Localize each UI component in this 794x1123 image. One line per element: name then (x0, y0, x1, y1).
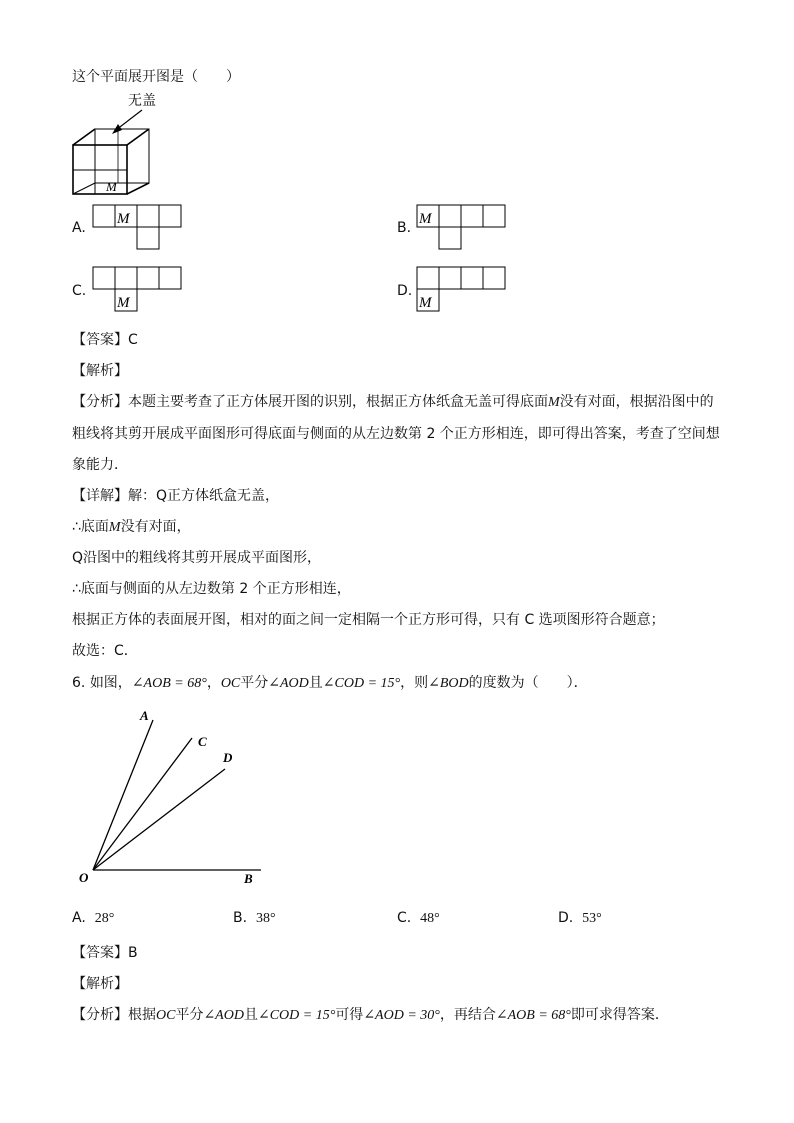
q6-choice-c: C. 48° (397, 910, 440, 926)
cube-face-label: M (106, 179, 117, 194)
q5-option-d-net (416, 266, 510, 312)
q6-angle-figure (72, 700, 272, 890)
q6-fenxi-line: 【分析】根据OC平分∠AOD且∠COD = 15°可得∠AOD = 30°，再结合∠AOB = 68°即可求得答案． (72, 1007, 669, 1023)
q6-choice-a: A. 28° (72, 910, 115, 926)
q5-option-c-letter: C. (72, 283, 87, 299)
point-a-label: A (140, 708, 149, 723)
q5-choose: 故选：C． (72, 643, 138, 659)
q5-option-d-letter: D. (397, 283, 413, 299)
q5-detail-line3: Q沿图中的粗线将其剪开展成平面图形， (72, 550, 322, 566)
q5-option-a-net (92, 204, 186, 250)
q6-choice-b: B. 38° (233, 910, 276, 926)
q6-analysis-tag: 【解析】 (72, 976, 128, 992)
q5-detail-line4: ∴底面与侧面的从左边数第 2 个正方形相连， (72, 581, 351, 597)
point-b-label: B (244, 871, 253, 886)
q5-detail-line5: 根据正方体的表面展开图，相对的面之间一定相隔一个正方形可得，只有 C 选项图形符合题意； (72, 612, 665, 628)
q5-detail-line1: 【详解】解：Q正方体纸盒无盖， (72, 488, 280, 504)
q5-fenxi-line3: 象能力． (72, 457, 128, 473)
svg-text:M: M (419, 211, 432, 227)
svg-text:M: M (117, 295, 130, 311)
cube-open-label: 无盖 (128, 93, 156, 109)
q5-cube-figure (68, 88, 168, 198)
point-c-label: C (198, 734, 207, 749)
q5-fenxi-line1: 【分析】本题主要考查了正方体展开图的识别，根据正方体纸盒无盖可得底面M没有对面，根据沿图中的 (72, 394, 714, 410)
q5-stem: 这个平面展开图是（ ） (72, 69, 240, 85)
point-o-label: O (79, 870, 89, 885)
svg-text:M: M (419, 295, 432, 311)
svg-text:M: M (117, 211, 130, 227)
q6-answer: 【答案】B (72, 945, 138, 961)
q5-fenxi-line2: 粗线将其剪开展成平面图形可得底面与侧面的从左边数第 2 个正方形相连，即可得出答案，考查了空间想 (72, 426, 720, 442)
q5-option-b-net (416, 204, 510, 250)
q6-stem: 6. 如图，∠AOB = 68°，OC平分∠AOD且∠COD = 15°，则∠BOD的度数为（ ）． (72, 675, 588, 691)
q5-analysis-tag: 【解析】 (72, 363, 128, 379)
point-d-label: D (223, 750, 233, 765)
q6-choice-d: D. 53° (558, 910, 602, 926)
q5-detail-line2: ∴底面M没有对面， (72, 519, 191, 535)
q5-option-a-letter: A. (72, 220, 86, 236)
q5-answer: 【答案】C (72, 332, 138, 348)
q5-option-b-letter: B. (397, 220, 412, 236)
q5-option-c-net (92, 266, 186, 312)
